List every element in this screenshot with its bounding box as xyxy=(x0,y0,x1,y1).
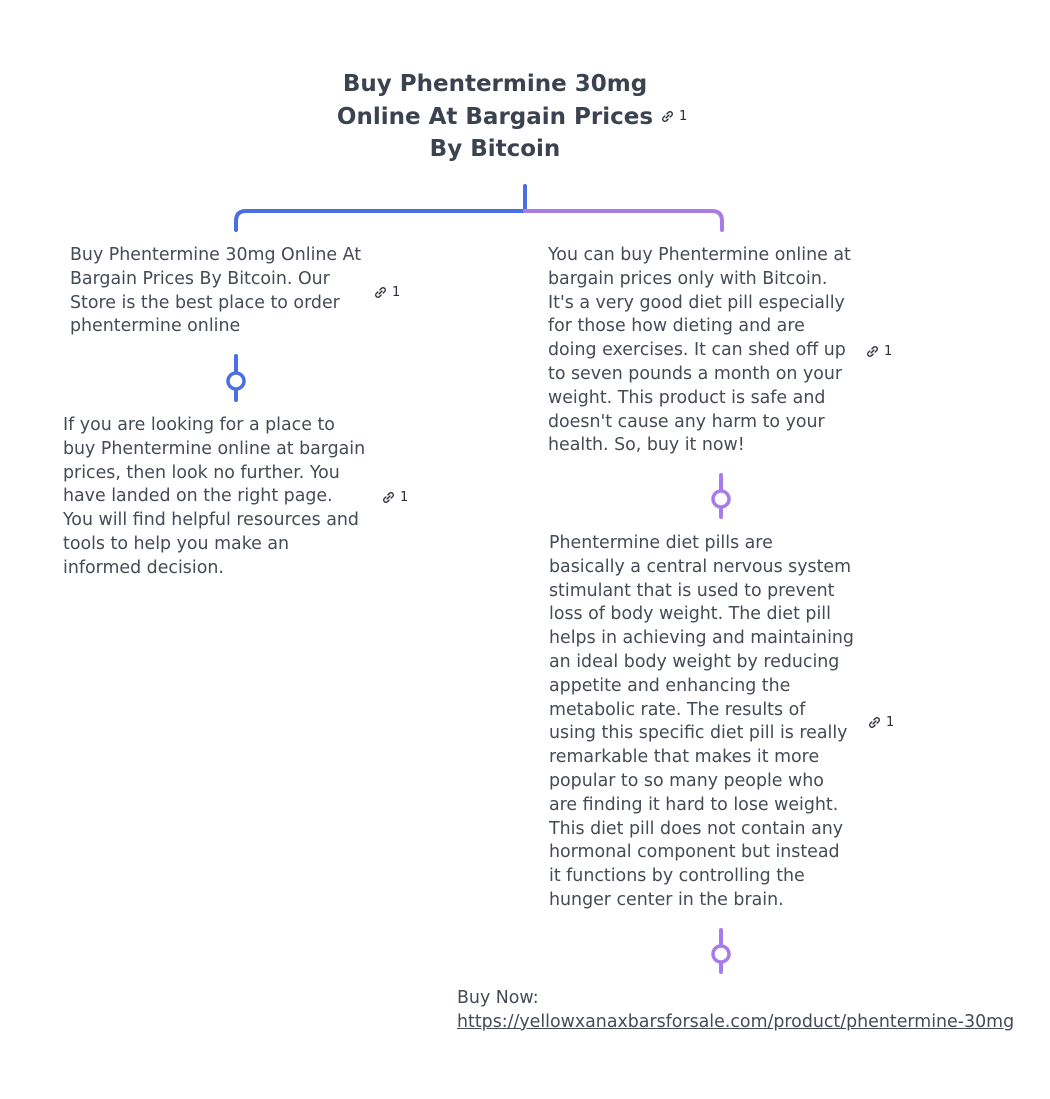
central-topic-link-badge[interactable] xyxy=(660,109,687,124)
left-branch-connector xyxy=(236,211,525,230)
left-node-2[interactable]: If you are looking for a place to buy Phentermine online at bargain prices, then look no further. You have landed on the right page. You will find helpful resources and tools to help you make an informed decision. xyxy=(63,415,366,578)
link-icon xyxy=(381,490,396,505)
right-node-connector-2 xyxy=(713,930,729,972)
right-node-1[interactable]: You can buy Phentermine online at bargain prices only with Bitcoin. It's a very good diet pill especially for those how dieting and are doing exercises. It can shed off up to seven pounds a month on your weight. This product is safe and doesn't cause any harm to your health. So, buy it now! xyxy=(548,245,851,456)
link-count: 1 xyxy=(884,344,893,359)
link-icon xyxy=(867,715,882,730)
left-node-connector xyxy=(228,356,244,400)
link-icon xyxy=(865,344,880,359)
right-node-3[interactable] xyxy=(457,987,1014,1035)
left-node-1-link-badge[interactable] xyxy=(373,285,400,300)
left-node-2-link-badge[interactable] xyxy=(381,490,408,505)
buy-now-label: Buy Now: xyxy=(457,988,539,1008)
central-topic-line2: Online At Bargain Prices xyxy=(336,103,654,130)
link-icon xyxy=(660,109,675,124)
central-topic-line3: By Bitcoin xyxy=(429,136,561,162)
right-branch-connector xyxy=(525,211,722,230)
right-node-2[interactable]: Phentermine diet pills are basically a central nervous system stimulant that is used to prevent loss of body weight. The diet pill helps in achieving and maintaining an ideal body weight by reducing appetite and enhancing the metabolic rate. The results of using this specific diet pill is really remarkable that makes it more popular to so many people who are finding it hard to lose weight. This diet pill does not contain any hormonal component but instead it functions by controlling the hunger center in the brain. xyxy=(549,533,854,910)
link-icon xyxy=(373,285,388,300)
central-topic-line1: Buy Phentermine 30mg xyxy=(342,71,648,97)
central-topic[interactable] xyxy=(330,68,660,166)
left-node-1[interactable]: Buy Phentermine 30mg Online At Bargain Prices By Bitcoin. Our Store is the best place to order phentermine online xyxy=(70,245,362,337)
link-count: 1 xyxy=(400,490,409,505)
link-count: 1 xyxy=(392,285,401,300)
link-count: 1 xyxy=(679,109,688,124)
right-node-2-link-badge[interactable] xyxy=(867,715,894,730)
right-node-1-link-badge[interactable] xyxy=(865,344,892,359)
right-node-connector-1 xyxy=(713,475,729,517)
buy-now-link[interactable]: https://yellowxanaxbarsforsale.com/product/phentermine-30mg xyxy=(457,1011,1015,1032)
link-count: 1 xyxy=(886,715,895,730)
